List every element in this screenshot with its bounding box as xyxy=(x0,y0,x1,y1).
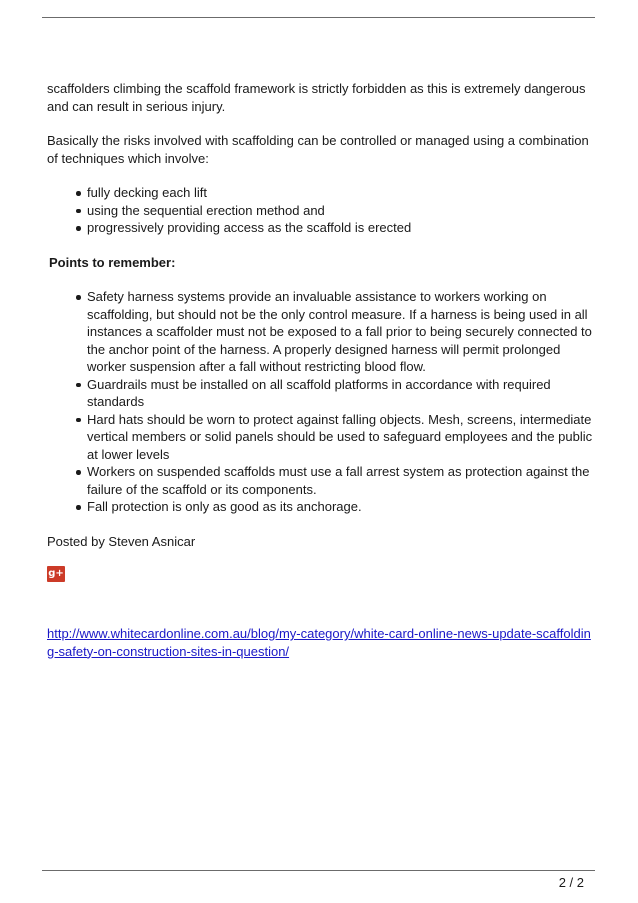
list-item: Guardrails must be installed on all scaffold platforms in accordance with required standards xyxy=(47,376,595,411)
google-plus-share-icon[interactable]: g+ xyxy=(47,566,65,582)
list-item: Workers on suspended scaffolds must use a fall arrest system as protection against the failure of the scaffold or its components. xyxy=(47,463,595,498)
paragraph-scaffolders: scaffolders climbing the scaffold framework is strictly forbidden as this is extremely dangerous and can result in serious injury. xyxy=(47,81,586,114)
list-item: Safety harness systems provide an invaluable assistance to workers working on scaffolding, but should not be the only control measure. If a harness is being used in all instances a scaffolder must not be exposed to a fall prior to being securely connected to the anchor point of the harness. A properly designed harness will permit prolonged worker suspension after a fall without restricting blood flow. xyxy=(47,288,595,376)
list-item: progressively providing access as the scaffold is erected xyxy=(47,219,595,237)
techniques-list xyxy=(47,184,595,237)
author-line: Posted by Steven Asnicar xyxy=(47,533,196,549)
list-item: Fall protection is only as good as its anchorage. xyxy=(47,498,595,516)
footer-rule xyxy=(42,870,595,871)
source-link[interactable]: http://www.whitecardonline.com.au/blog/my-category/white-card-online-news-update-scaffolding-safety-on-construction-sites-in-question/ xyxy=(47,626,591,659)
list-item: fully decking each lift xyxy=(47,184,595,202)
paragraph-risks: Basically the risks involved with scaffolding can be controlled or managed using a combination of techniques which involve: xyxy=(47,133,589,166)
header-rule xyxy=(42,17,595,18)
document-body xyxy=(47,80,595,582)
points-list xyxy=(47,288,595,516)
list-item: Hard hats should be worn to protect against falling objects. Mesh, screens, intermediate vertical members or solid panels should be used to safeguard employees and the public at lower levels xyxy=(47,411,595,464)
page-number: 2 / 2 xyxy=(558,875,584,890)
list-item: using the sequential erection method and xyxy=(47,202,595,220)
section-heading: Points to remember: xyxy=(49,254,176,270)
